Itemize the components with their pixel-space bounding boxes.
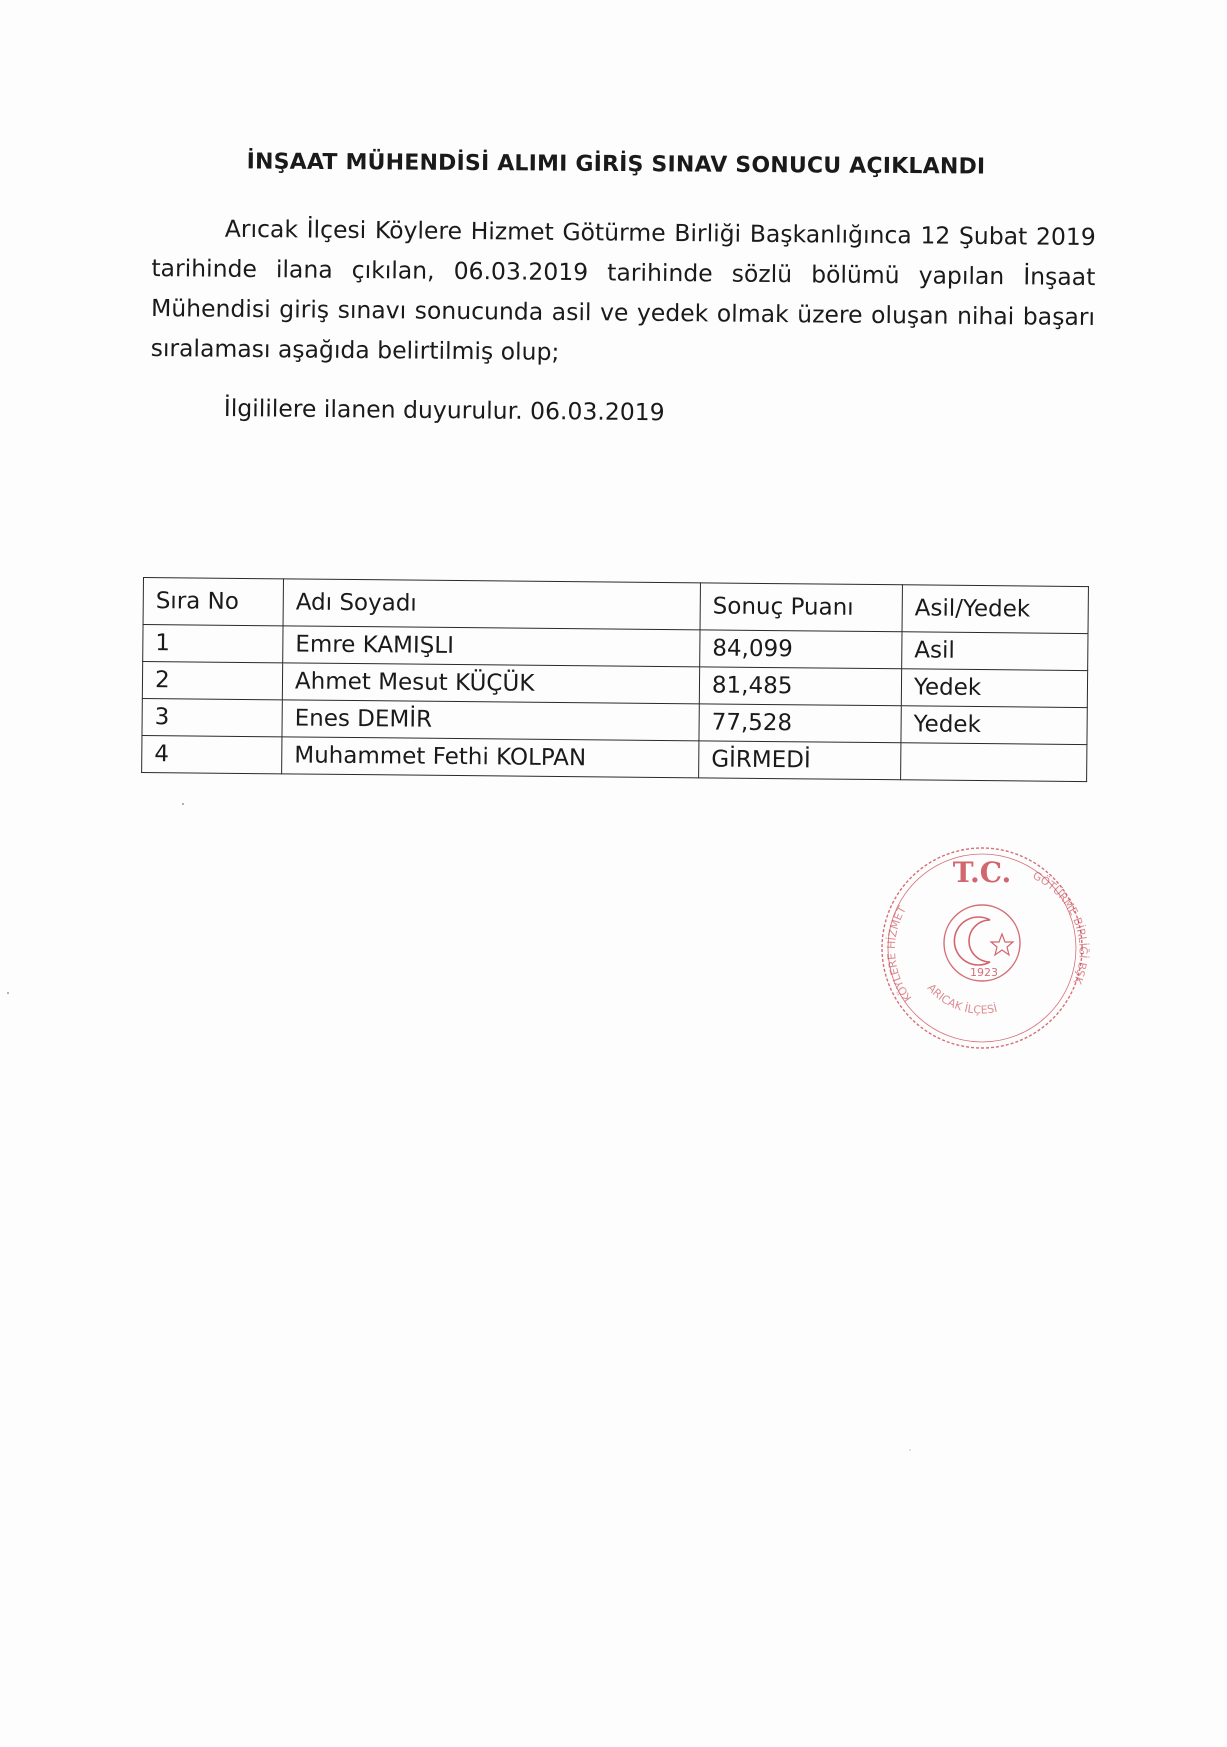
document-title: İNŞAAT MÜHENDİSİ ALIMI GİRİŞ SINAV SONUCU AÇIKLANDI (246, 149, 986, 180)
stamp-ring-bottom (925, 981, 999, 1016)
stamp-top-text: T.C. (952, 856, 1012, 889)
cell-asil-yedek: Yedek (901, 669, 1087, 708)
cell-sonuc-puani: 84,099 (700, 630, 902, 669)
table-row (142, 735, 1087, 781)
cell-sira-no: 2 (142, 662, 282, 700)
cell-sira-no: 4 (142, 735, 282, 773)
stamp-ring-bottom-path: ARICAK İLÇESİ (924, 981, 999, 1017)
stamp-ring-right-path: GÖTÜRME BİRLİĞİ BŞK (1030, 868, 1090, 986)
cell-sonuc-puani: 81,485 (699, 667, 901, 706)
cell-adi-soyadi: Enes DEMİR (282, 700, 699, 741)
cell-sonuc-puani: GİRMEDİ (699, 741, 901, 780)
cell-adi-soyadi: Muhammet Fethi KOLPAN (282, 737, 699, 778)
closing-line: İlgililere ilanen duyurulur. 06.03.2019 (223, 394, 665, 427)
announcement-paragraph: Arıcak İlçesi Köylere Hizmet Götürme Birliği Başkanlığınca 12 Şubat 2019 tarihinde ilana çıkılan, 06.03.2019 tarihinde sözlü bölümü yapılan İnşaat Mühendisi giriş sınavı sonucunda asil ve yedek olmak üzere oluşan nihai başarı sıralaması aşağıda belirtilmiş olup; (150, 214, 1096, 366)
stamp-year: 1923 (970, 966, 998, 979)
stamp-ring-right (1031, 869, 1090, 987)
header-cell-adi-soyadi: Adı Soyadı (283, 579, 700, 630)
official-stamp (872, 838, 1092, 1058)
cell-sira-no: 1 (143, 625, 283, 663)
header-cell-sira-no: Sıra No (143, 578, 283, 626)
crescent-star-icon (954, 917, 1013, 965)
cell-asil-yedek: Yedek (901, 706, 1087, 745)
cell-sira-no: 3 (142, 698, 282, 736)
stamp-ring-left-path: KÖYLERE HİZMET (884, 903, 915, 1005)
cell-asil-yedek (901, 743, 1087, 782)
results-table-wrapper (141, 577, 1089, 782)
cell-sonuc-puani: 77,528 (699, 704, 901, 743)
stamp-ring-left (885, 904, 915, 1004)
cell-adi-soyadi: Emre KAMIŞLI (283, 626, 700, 667)
cell-adi-soyadi: Ahmet Mesut KÜÇÜK (282, 663, 699, 704)
header-cell-asil-yedek: Asil/Yedek (902, 585, 1088, 634)
cell-asil-yedek: Asil (902, 632, 1088, 671)
results-table (141, 577, 1089, 782)
header-cell-sonuc-puani: Sonuç Puanı (700, 583, 902, 632)
